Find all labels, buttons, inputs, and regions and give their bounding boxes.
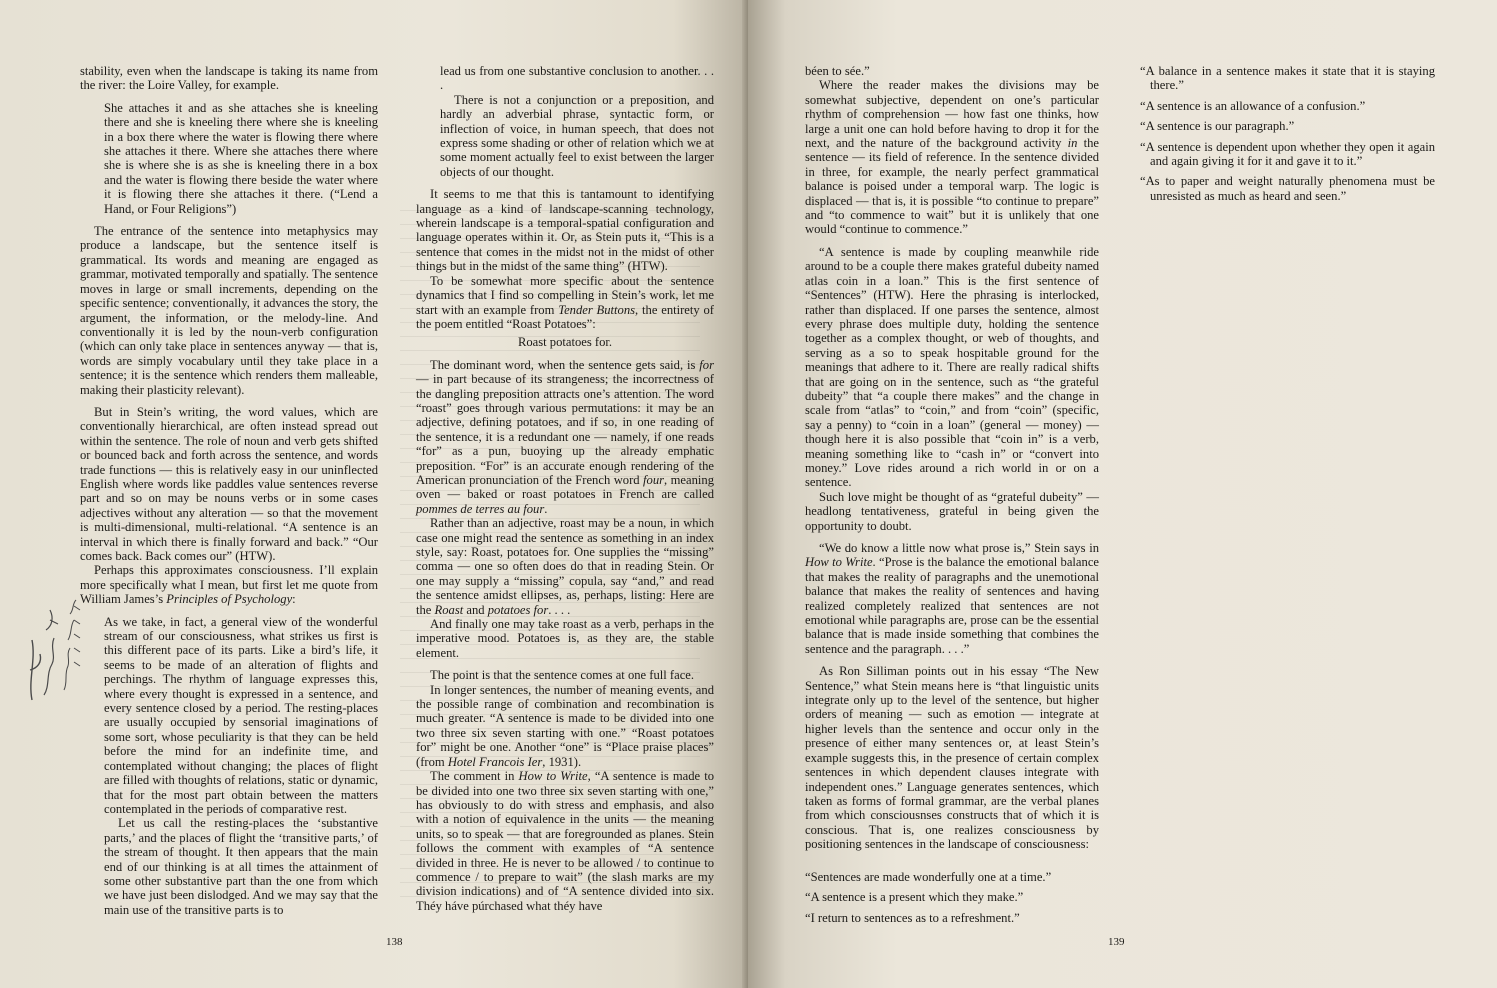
- left-page: [0, 0, 748, 988]
- paragraph: But in Stein’s writing, the word values, which are conventionally hierarchical, are often instead spread out within the sentence. The role of noun and verb gets shifted or bounced back and forth across the sentence, and words trade functions — this is relatively easy in our uninflected English where words like paddles value sentences reverse part and so on may be nouns verbs or in some cases adjectives without any alteration — so that the movement is multi-dimensional, multi-relational. “A sentence is an interval in which there is finally forward and back.” “Our comes back. Back comes our” (HTW).: [80, 404, 378, 563]
- paragraph: In longer sentences, the number of meaning events, and the possible range of combination and recombination is much greater. “A sentence is made to be divided into one two three six seven starting with one.” “Roast potatoes for” might be one. Another “one” is “Place praise places” (from Hotel Francois Ier, 1931).: [416, 682, 714, 769]
- paragraph: Such love might be thought of as “grateful dubeity” — headlong tentativeness, grateful in being given the opportunity to doubt.: [805, 489, 1099, 533]
- paragraph: The entrance of the sentence into metaphysics may produce a landscape, but the sentence itself is grammatical. Its words and meaning are engaged as grammar, motivated temporally and spatially. The sentence moves in large or small increments, depending on the specific sentence; conventionally, it advances the story, the argument, the information, or the melody-line. And conventionally it is led by the noun-verb configuration (which can only take place in sentences anyway — that is, words are simply vocabulary until they take place in a sentence; it is the sentence which renders them malleable, making their plasticity relevant).: [80, 224, 378, 397]
- paragraph: Perhaps this approximates consciousness. I’ll explain more specifically what I mean, but first let me quote from William James’s Principles of Psychology:: [80, 563, 378, 607]
- paragraph: “A sentence is made by coupling meanwhile ride around to be a couple there makes grateful dubeity named atlas coin in a loan.” This is the first sentence of “Sentences” (HTW). Here the phrasing is interlocked, rather than displaced. If one parses the sentence, almost every phrase does multiple duty, holding the sentence together as a complex thought, or web of thoughts, and serving as a so to speak hospitable ground for the meanings that adhere to it. There are really radical shifts that are going on in the sentence, such as “the grateful dubeity” that “a couple there makes” and the change in scale from “atlas” to “coin,” and from “coin” (specific, say a penny) to “coin in a loan” (general — money) — though here it is also possible that “coin in” is a verb, meaning something like to “cash in” or “convert into money.” Love rides around a rich world in or on a sentence.: [805, 244, 1099, 490]
- block-quote-james-cont: [440, 64, 714, 179]
- quote-paragraph: She attaches it and as she attaches she is kneeling there and she is kneeling there where she is kneeling in a box there where the water is flowing there where she attaches it there. Where she attaches there where she is where she is as she is kneeling there in a box and the water is flowing there beside the water where it is flowing there she attaches it there. (“Lend a Hand, or Four Religions”): [104, 100, 378, 216]
- paragraph: béen to sée.”: [805, 64, 870, 78]
- quote-paragraph: Let us call the resting-places the ‘substantive parts,’ and the places of flight the ‘transitive parts,’ of the stream of thought. It then appears that the main end of our thinking is at all times the attainment of some other substantive part than the one from which we have just been dislodged. And we may say that the main use of the transitive parts is to: [104, 816, 378, 917]
- quote-line: “A balance in a sentence makes it state that it is staying there.”: [1140, 64, 1435, 93]
- quote-line: “A sentence is an allowance of a confusion.”: [1140, 98, 1366, 113]
- paragraph: As Ron Silliman points out in his essay “The New Sentence,” what Stein means here is “that linguistic units integrate only up to the level of the sentence, but higher orders of meaning — such as emotion — integrate at higher levels than the sentence and occur only in the presence of either many sentences or, at least Stein’s example suggests this, in the presence of certain complex sentences in which dependent clauses integrate with independent ones.” Language generates sentences, which taken as forms of formal grammar, are the verbal planes from which consciousnses constructs that of which it is conscious. That is, one realizes consciousness by positioning sentences in the landscape of consciousness:: [805, 664, 1099, 852]
- paragraph: And finally one may take roast as a verb, perhaps in the imperative mood. Potatoes is, as they are, the stable element.: [416, 617, 714, 660]
- quote-line: “A sentence is a present which they make.”: [805, 890, 1024, 905]
- paragraph: stability, even when the landscape is taking its name from the river: the Loire Valley, for example.: [80, 64, 378, 93]
- right-column-2: [1140, 64, 1435, 209]
- book-title: Hotel Francois Ier: [447, 754, 543, 769]
- quote-line: “A sentence is dependent upon whether they open it again and again giving it for it and gave it to it.”: [1140, 139, 1435, 169]
- quote-line: “Sentences are made wonderfully one at a time.”: [805, 870, 1052, 884]
- quote-line: “I return to sentences as to a refreshment.”: [805, 910, 1020, 925]
- left-column-2: [416, 64, 714, 913]
- paragraph: Where the reader makes the divisions may be somewhat subjective, dependent on one’s particular rhythm of comprehension — how fast one thinks, how large a unit one can hold before having to drop it for the next, and the nature of the background activity in the sentence — its field of reference. In the sentence divided in three, for example, the nearly perfect grammatical balance is poised under a temporal warp. The logic is displaced — that is, it is possible “to continue to prepare” and “to commence to wait” but it is unlikely that one would “continue to commence.”: [805, 78, 1099, 237]
- sentence-quotes: [805, 870, 1099, 931]
- book-title: How to Write: [805, 555, 873, 570]
- paragraph: The dominant word, when the sentence gets said, is for — in part because of its strangeness; the incorrectness of the dangling preposition attracts one’s attention. The word “roast” goes through various permutations: it may be an adjective, defining potatoes, and if so, in one reading of the sentence, it is a redundant one — namely, if one reads “for” as a pun, buoying up the already emphatic preposition. “For” is an accurate enough rendering of the American pronunciation of the French word four, meaning oven — baked or roast potatoes in French are called pommes de terres au four.: [416, 357, 714, 516]
- paragraph: It seems to me that this is tantamount to identifying language as a kind of landscape-scanning technology, wherein landscape is a temporal-spatial configuration and language operates within it. Or, as Stein puts it, “This is a sentence that comes in the midst not in the midst of other things but in the midst of the same thing” (HTW).: [416, 187, 714, 274]
- left-column-1: [80, 64, 378, 925]
- quote-paragraph: lead us from one substantive conclusion to another. . . .: [440, 64, 714, 93]
- quote-line: “As to paper and weight naturally phenomena must be unresisted as much as heard and seen.”: [1140, 174, 1435, 203]
- book-title: Tender Buttons: [558, 302, 636, 317]
- right-page: [748, 0, 1497, 988]
- right-column-1: [805, 64, 1099, 852]
- block-quote-james: [104, 615, 378, 918]
- page-number: 139: [1108, 936, 1125, 948]
- paragraph: To be somewhat more specific about the sentence dynamics that I find so compelling in Stein’s work, let me start with an example from Tender Buttons, the entirety of the poem entitled “Roast Potatoes”:: [416, 273, 715, 331]
- quote-paragraph: As we take, in fact, a general view of the wonderful stream of our consciousness, what strikes us first is this different pace of its parts. Like a bird’s life, it seems to be made of an alteration of flights and perchings. The rhythm of language expresses this, where every thought is expressed in a sentence, and every sentence closed by a period. The resting-places are usually occupied by sensorial imaginations of some sort, whose peculiarity is that they can be held before the mind for an indefinite time, and contemplated without changing; the places of flight are filled with thoughts of relations, static or dynamic, that for the most part obtain between the matters contemplated in the periods of comparative rest.: [104, 614, 378, 816]
- paragraph: The point is that the sentence comes at one full face.: [430, 668, 695, 683]
- book-title: How to Write: [518, 769, 588, 784]
- poem-line: Roast potatoes for.: [517, 335, 613, 350]
- handwritten-margin-note: [24, 590, 84, 710]
- paragraph: Rather than an adjective, roast may be a noun, in which case one might read the sentence as something in an index style, say: Roast, potatoes for. One supplies the “missing” comma — one so often does do that in reading Stein. Or one may supply a “missing” copula, say “and,” and read the sentence amidst ellipses, as, perhaps, listing: Here are the Roast and potatoes for. . . .: [416, 516, 714, 617]
- quote-line: “A sentence is our paragraph.”: [1140, 119, 1295, 134]
- paragraph: “We do know a little now what prose is,” Stein says in How to Write. “Prose is the balance the emotional balance that makes the reality of paragraphs and the unemotional balance that makes the reality of sentences and having realized completely realized that sentences are not emotional while paragraphs are, prose can be the essential balance that is made inside something that combines the sentence and the paragraph. . . .”: [805, 541, 1099, 656]
- block-quote-stein: [104, 101, 378, 216]
- book-title: Principles of Psychology: [166, 592, 293, 607]
- paragraph: The comment in How to Write, “A sentence is made to be divided into one two three six seven starting with one,” has obviously to do with stress and emphasis, and also with a notion of equivalence in the units — the meaning units, so to speak — that are foregrounded as planes. Stein follows the comment with examples of “A sentence divided in three. He is never to be allowed / to continue to commence / to prepare to wait” (the slash marks are my division indications) and of “A sentence divided into six. Théy háve púrchased what théy have: [416, 769, 714, 913]
- page-number: 138: [386, 936, 403, 948]
- quote-paragraph: There is not a conjunction or a preposition, and hardly an adverbial phrase, syntactic form, or inflection of voice, in human speech, that does not express some shading or other of relation which we at some moment actually feel to exist between the larger objects of our thought.: [440, 92, 714, 179]
